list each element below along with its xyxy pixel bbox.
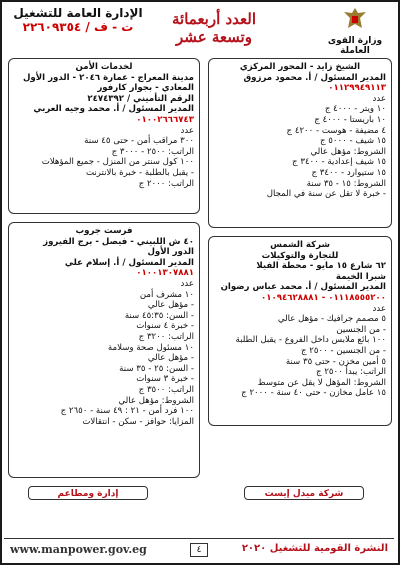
phone-line: ٠١١٢٩٩٤٩١١٣	[328, 83, 386, 94]
list-item: ١٠٠ فرد أمن - ٢١ : ٤٩ سنة - ٢٦٥٠ ج	[60, 406, 194, 417]
list-item: المزايا: حوافز - سكن - انتقالات	[82, 416, 194, 427]
list-item: الراتب: ٢٠٠٠ ج	[138, 178, 194, 189]
list-item: - خبرة ٤ سنوات	[136, 321, 194, 332]
phone-line: ٠١١١٨٥٥٥٢٠٠ - ٠١٠٩٤٦٢٨٨٨١	[261, 292, 386, 303]
list-item: عدد	[180, 278, 194, 289]
tag-management-restaurants: إدارة ومطاعم	[28, 486, 148, 500]
list-item: ٥ أمين مخزن - حتى ٣٥ سنة	[285, 356, 386, 367]
list-item: ٥ مصمم جرافيك - مؤهل عالي	[277, 314, 386, 325]
admin-phone: ت - ف / ٢٢٦٠٩٣٥٤	[22, 20, 134, 34]
list-item: ٣٠٠ مراقب أمن - حتى ٤٥ سنة	[84, 136, 194, 147]
list-item: ١٠ ويتر - ٤٠٠٠ ج	[324, 104, 386, 115]
city-line: شبرا الخيمة	[335, 271, 386, 282]
list-item: ١٥ ستيوارد - ٣٤٠٠ ج	[311, 167, 386, 178]
address-line: ٦٢ شارع ١٥ مايو - محطة الفيلا	[256, 261, 386, 272]
list-item: ١٠ مشرف أمن	[139, 289, 194, 300]
job-box-security	[8, 58, 200, 214]
admin-name: الإدارة العامة للتشغيل	[13, 6, 143, 20]
job-box-sheikh-zayed	[208, 58, 392, 228]
admin-block	[8, 6, 148, 34]
company-title: فرست جروب	[75, 226, 133, 236]
address-line: مدينة المعراج - عمارة ٢٠٤٦ - الدور الأول	[22, 72, 194, 83]
list-item: - من الجنسين	[336, 324, 386, 335]
list-item: - مؤهل عالي	[147, 353, 194, 364]
list-item: - السن: ٤٥:٣٥ سنة	[124, 310, 194, 321]
manager-line: المدير المسئول / أ. محمد وجيه العربي	[33, 104, 194, 115]
list-item: - مؤهل عالي	[147, 300, 194, 311]
list-item: الشروط: مؤهل عالي	[118, 395, 194, 406]
issue-title: العدد أربعمائة وتسعة عشر	[171, 10, 257, 46]
page-header	[4, 4, 394, 56]
page-number: ٤	[190, 543, 208, 557]
eagle-icon	[342, 6, 368, 32]
page-footer	[4, 538, 394, 559]
list-item: عدد	[180, 125, 194, 136]
address-line: المعادي - بجوار كارفور	[97, 83, 194, 94]
list-item: الشروط: مؤهل عالي	[310, 146, 386, 157]
list-item: - من الجنسين - ٢٥٠٠ ج	[301, 345, 386, 356]
tag-middle-east: شركة ميدل إيست	[244, 486, 364, 500]
list-item: ١٥ شيف - ٥٠٠٠ ج	[320, 136, 386, 147]
manager-line: المدير المسئول / أ. إسلام علي	[64, 257, 194, 268]
ministry-logo	[320, 6, 390, 56]
company-title: لخدمات الأمن	[75, 62, 133, 72]
list-item: الراتب: ٣٥٠٠ ج	[138, 384, 194, 395]
list-item: - السن: ٢٥ - ٣٥ سنة	[119, 363, 194, 374]
job-box-first-group	[8, 222, 200, 478]
website-link[interactable]: www.manpower.gov.eg	[10, 543, 147, 556]
list-item: ٤ مضيفة - هوست - ٤٢٠٠ ج	[286, 125, 386, 136]
list-item: ١٠ باريستا - ٤٠٠٠ ج	[314, 114, 386, 125]
list-item: عدد	[372, 303, 386, 314]
list-item: الشروط: المؤهل لا يقل عن متوسط	[257, 377, 386, 388]
list-item: عدد	[372, 93, 386, 104]
manager-line: المدير المسئول / أ. محمود مرزوق	[243, 72, 386, 83]
manager-line: المدير المسئول / أ. محمد عباس رضوان	[220, 282, 386, 293]
list-item: - يقبل بالطلبة - خبرة بالانترنت	[85, 167, 194, 178]
company-subtitle: للتجارة والتوكيلات	[261, 250, 339, 261]
list-item: ١٥ عامل مخازن - حتى ٤٠ سنة - ٢٠٠٠ ج	[241, 388, 386, 399]
publication-name: النشرة القومية للتشغيل ٢٠٢٠	[241, 543, 388, 554]
list-item: الشروط: ١٥ - ٣٥ سنة	[306, 178, 386, 189]
address-line: ٤٠ ش اللبيني - فيصل - برج الفيروز	[43, 236, 194, 247]
list-item: ١٥ شيف إعدادية - ٣٤٠٠ ج	[292, 157, 386, 168]
list-item: ١٠ مسئول صحة وسلامة	[107, 342, 194, 353]
phone-line: ٠١٠٠٢٦٦٦٧٤٣	[136, 114, 194, 125]
list-item: الراتب: يبدأ ٢٥٠٠ ج	[316, 367, 386, 378]
insurance-line: الرقم التأميني / ٢٤٧٤٣٩٢	[87, 93, 194, 104]
job-box-al-shams	[208, 236, 392, 426]
job-list	[214, 94, 386, 200]
list-item: ١٠٠ بائع ملابس داخل الفروع - يقبل الطلبة	[235, 335, 386, 346]
list-item: - خبرة لا تقل عن سنة في المجال	[266, 189, 386, 200]
list-item: ١٠٠ كول سنتر من المنزل - جميع المؤهلات	[41, 157, 194, 168]
list-item: الراتب: ٢٥٠٠ - ٣٠٠٠ ج	[111, 146, 194, 157]
list-item: الراتب: ٣٢٠٠ ج	[138, 331, 194, 342]
list-item: - خبرة ٣ سنوات	[136, 374, 194, 385]
company-title: شركة الشمس	[270, 240, 330, 250]
ministry-name: وزارة القوى العاملة	[327, 36, 383, 56]
floor-line: الدور الأول	[147, 247, 194, 258]
phone-line: ٠١٠٠١٣٠٧٨٨١	[136, 268, 194, 279]
company-title: الشيخ زايد - المحور المركزي	[239, 62, 361, 72]
